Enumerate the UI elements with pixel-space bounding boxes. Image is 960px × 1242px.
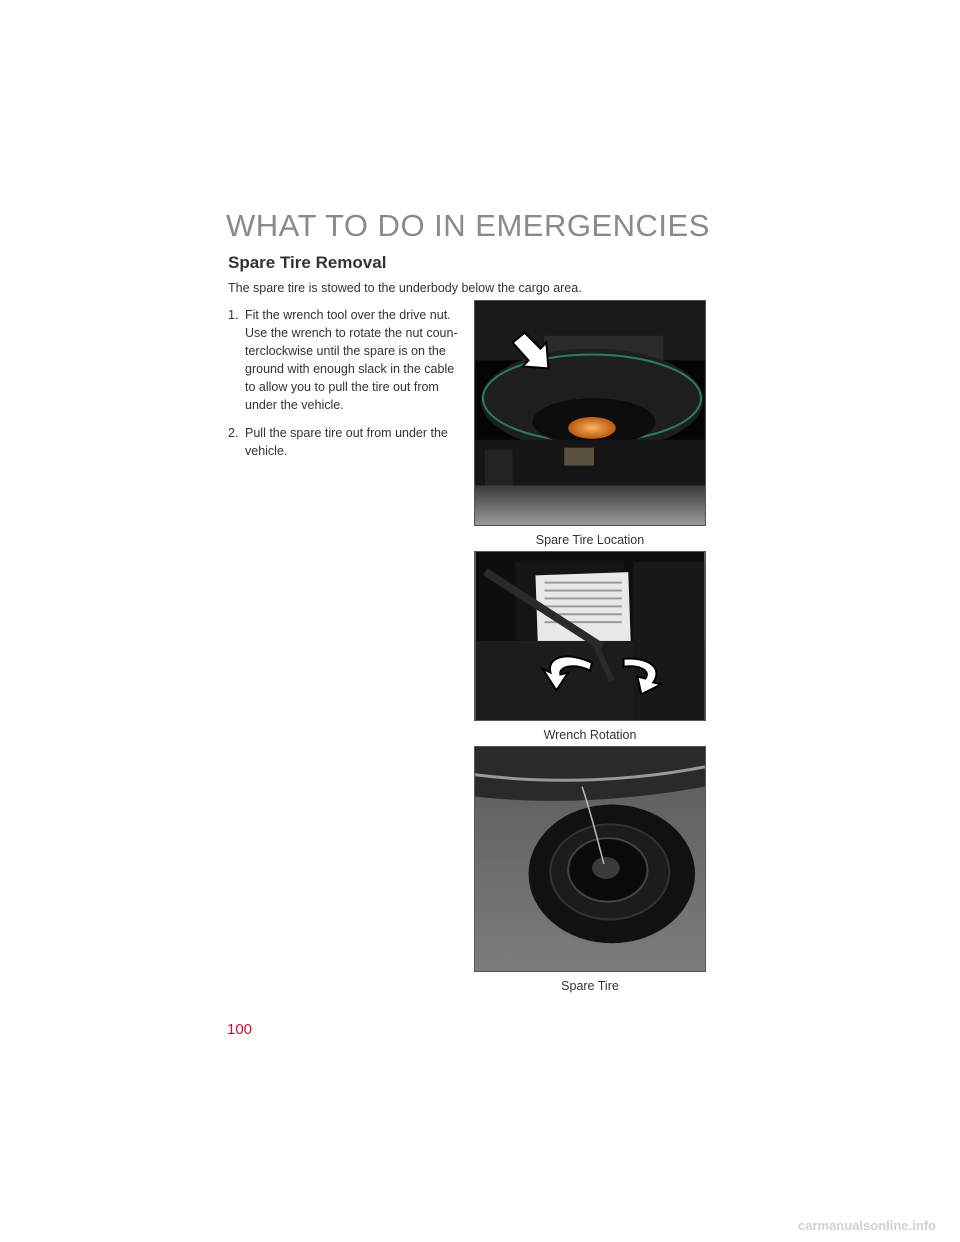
steps-list <box>228 306 464 470</box>
watermark: carmanualsonline.info <box>798 1218 936 1233</box>
list-item <box>228 424 464 460</box>
spare-tire-photo <box>474 746 706 972</box>
section-title: WHAT TO DO IN EMERGENCIES <box>226 208 710 243</box>
step-number: 1. <box>228 308 239 322</box>
tire-icon <box>529 804 696 943</box>
step-text: Pull the spare tire out from under the vehicle. <box>245 426 448 458</box>
list-item <box>228 306 464 414</box>
wrench-rotation-photo <box>474 551 706 721</box>
figure-spare-tire <box>474 746 706 993</box>
step-text: Fit the wrench tool over the drive nut. Use the wrench to rotate the nut coun-terclockwise until the spare is on the ground with enough slack in the cable to allow you to pull the tire out from under the vehicle. <box>245 308 458 412</box>
figure-wrench-rotation <box>474 551 706 742</box>
intro-text: The spare tire is stowed to the underbody below the cargo area. <box>228 281 582 295</box>
figure-caption: Spare Tire Location <box>535 533 645 547</box>
figure-caption: Spare Tire <box>561 979 619 993</box>
step-number: 2. <box>228 426 239 440</box>
figure-spare-tire-location <box>474 300 706 547</box>
figure-caption: Wrench Rotation <box>543 728 637 742</box>
spare-tire-location-photo <box>474 300 706 526</box>
page-number: 100 <box>227 1021 253 1038</box>
subheading: Spare Tire Removal <box>228 253 387 272</box>
